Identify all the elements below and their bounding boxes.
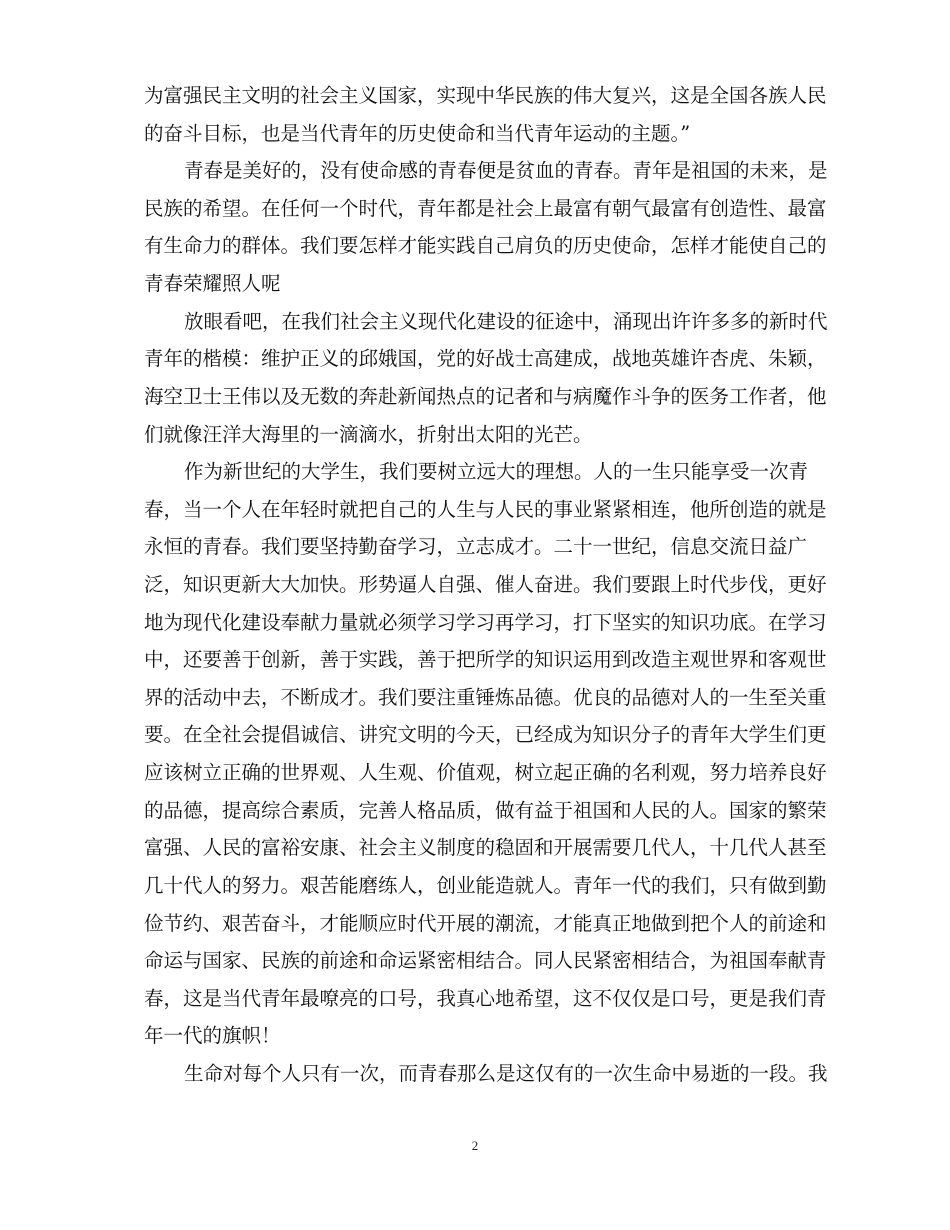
text-line: 有生命力的群体。我们要怎样才能实践自己肩负的历史使命，怎样才能使自己的	[144, 234, 827, 257]
text-line: 生命对每个人只有一次，而青春那么是这仅有的一次生命中易逝的一段。我	[184, 1062, 828, 1085]
text-line: 的奋斗目标，也是当代青年的历史使命和当代青年运动的主题。”	[144, 122, 691, 145]
text-line: 们就像汪洋大海里的一滴滴水，折射出太阳的光芒。	[144, 423, 593, 446]
text-line: 放眼看吧，在我们社会主义现代化建设的征途中，涌现出许许多多的新时代	[184, 310, 828, 333]
text-line: 地为现代化建设奉献力量就必须学习学习再学习，打下坚实的知识功底。在学习	[144, 611, 827, 634]
text-line: 要。在全社会提倡诚信、讲究文明的今天，已经成为知识分子的青年大学生们更	[144, 723, 827, 746]
text-line: 春，当一个人在年轻时就把自己的人生与人民的事业紧紧相连，他所创造的就是	[144, 498, 827, 521]
text-line: 民族的希望。在任何一个时代，青年都是社会上最富有朝气最富有创造性、最富	[144, 197, 827, 220]
text-line: 的品德，提高综合素质，完善人格品质，做有益于祖国和人民的人。国家的繁荣	[144, 799, 827, 822]
text-line: 界的活动中去，不断成才。我们要注重锤炼品德。优良的品德对人的一生至关重	[144, 686, 827, 709]
text-line: 永恒的青春。我们要坚持勤奋学习，立志成才。二十一世纪，信息交流日益广	[144, 535, 808, 558]
text-line: 为富强民主文明的社会主义国家，实现中华民族的伟大复兴，这是全国各族人民	[144, 84, 827, 107]
text-line: 作为新世纪的大学生，我们要树立远大的理想。人的一生只能享受一次青	[184, 460, 809, 483]
text-line: 泛，知识更新大大加快。形势逼人自强、催人奋进。我们要跟上时代步伐，更好	[144, 573, 827, 596]
text-line: 应该树立正确的世界观、人生观、价值观，树立起正确的名利观，努力培养良好	[144, 761, 827, 784]
text-line: 海空卫士王伟以及无数的奔赴新闻热点的记者和与病魔作斗争的医务工作者，他	[144, 385, 827, 408]
text-line: 青年的楷模：维护正义的邱娥国，党的好战士高建成，战地英雄许杏虎、朱颖，	[144, 347, 827, 370]
text-line: 青春是美好的，没有使命感的青春便是贫血的青春。青年是祖国的未来，是	[184, 159, 828, 182]
text-line: 青春荣耀照人呢	[144, 272, 281, 295]
text-line: 俭节约、艰苦奋斗，才能顺应时代开展的潮流，才能真正地做到把个人的前途和	[144, 912, 827, 935]
text-line: 命运与国家、民族的前途和命运紧密相结合。同人民紧密相结合，为祖国奉献青	[144, 949, 827, 972]
text-line: 年一代的旗帜！	[144, 1024, 281, 1047]
text-line: 中，还要善于创新，善于实践，善于把所学的知识运用到改造主观世界和客观世	[144, 648, 827, 671]
text-line: 春，这是当代青年最嘹亮的口号，我真心地希望，这不仅仅是口号，更是我们青	[144, 987, 827, 1010]
text-line: 几十代人的努力。艰苦能磨练人，创业能造就人。青年一代的我们，只有做到勤	[144, 874, 827, 897]
page-number: 2	[471, 1138, 479, 1153]
text-line: 富强、人民的富裕安康、社会主义制度的稳固和开展需要几代人，十几代人甚至	[144, 836, 827, 859]
